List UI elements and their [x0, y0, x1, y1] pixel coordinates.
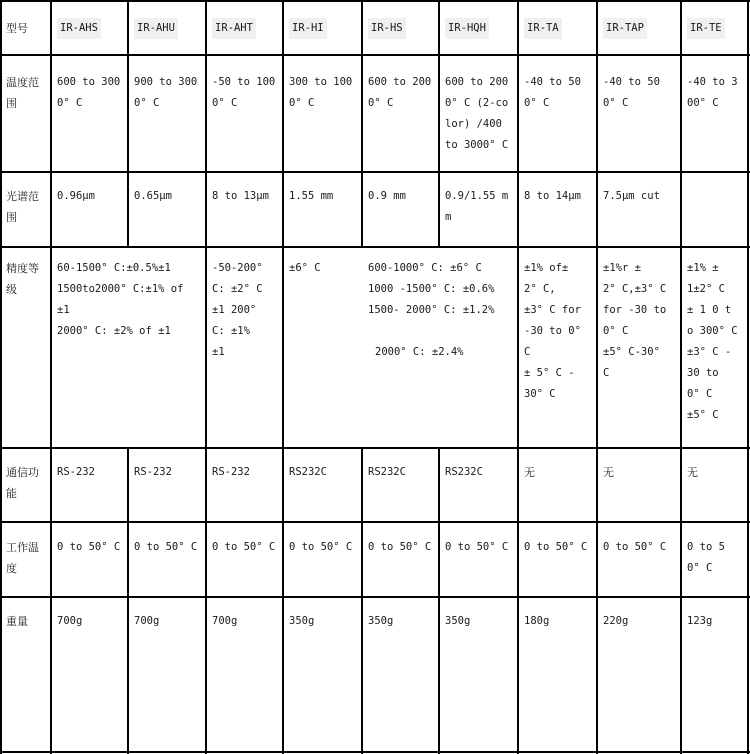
column-divider [205, 521, 207, 597]
cell-text-line: 无 [603, 466, 614, 479]
row-divider [0, 171, 750, 173]
cell-text-line: RS232C [445, 466, 483, 478]
cell-text-line: 0° C [289, 97, 315, 109]
cell-text-line: 2° C, [524, 283, 556, 295]
column-divider [517, 246, 519, 448]
column-divider [50, 596, 52, 754]
data-cell [603, 611, 679, 632]
cell-text-line: 1.55 mm [289, 190, 334, 202]
row-label-cell [6, 537, 48, 579]
data-cell [289, 186, 360, 207]
column-divider [282, 521, 284, 597]
cell-text-line: 0° C (2-co [445, 97, 509, 109]
column-divider [680, 521, 682, 597]
column-divider [438, 54, 440, 172]
data-cell [289, 611, 360, 632]
column-divider [127, 521, 129, 597]
column-divider [361, 447, 363, 522]
header-model-ir-ahu [134, 18, 181, 39]
row-label-cell [6, 611, 48, 632]
cell-text-line: 900 to 300 [134, 76, 198, 88]
precision-cell [524, 258, 595, 405]
cell-text-line: ±5° C-30° [603, 346, 660, 358]
column-divider [282, 596, 284, 754]
column-divider [50, 171, 52, 247]
cell-text-line: ±1 [57, 304, 70, 316]
column-divider [0, 596, 2, 754]
row-label-cell [6, 462, 48, 504]
data-cell [445, 186, 516, 228]
column-divider [0, 171, 2, 247]
data-cell [524, 537, 595, 558]
cell-text-line: ±1 [212, 346, 225, 358]
cell-text-line: 300 to 100 [289, 76, 353, 88]
cell-text-line: 0.9 mm [368, 190, 406, 202]
cell-text-line: RS-232 [134, 466, 172, 478]
row-label-cell [6, 186, 48, 228]
column-divider [0, 447, 2, 522]
cell-text-line: 2000° C: ±2.4% [375, 346, 464, 358]
cell-text-line: 0 to 50° C [57, 541, 121, 553]
header-model-ir-tap [603, 18, 650, 39]
column-divider [438, 447, 440, 522]
cell-text-line: 光谱范 [6, 190, 39, 203]
column-divider [282, 54, 284, 172]
data-cell [212, 72, 281, 114]
header-model-ir-ta [524, 18, 565, 39]
cell-text-line: 精度等 [6, 262, 39, 275]
cell-text-line: 围 [6, 97, 17, 110]
model-name: IR-TA [524, 18, 562, 39]
column-divider [747, 447, 749, 522]
cell-text-line: 600-1000° C: ±6° C [368, 262, 482, 274]
cell-text-line: to 3000° C [445, 139, 509, 151]
column-divider [438, 521, 440, 597]
cell-text-line: 0 to 50° C [289, 541, 353, 553]
cell-text-line: 0° C [212, 97, 238, 109]
cell-text-line: 0° C [603, 325, 629, 337]
cell-text-line: 0 to 50° C [445, 541, 509, 553]
cell-text-line [368, 321, 513, 342]
cell-text-line: 0° C [134, 97, 160, 109]
row-divider [0, 246, 750, 248]
row-divider [0, 447, 750, 449]
column-divider [205, 0, 207, 55]
cell-text-line: 350g [368, 615, 394, 627]
cell-text-line: for -30 to [603, 304, 667, 316]
data-cell [445, 537, 516, 558]
cell-text-line: 700g [212, 615, 238, 627]
cell-text-line: ± 1 0 t [687, 304, 732, 316]
cell-text-line: 0° C [603, 97, 629, 109]
cell-text-line: RS232C [368, 466, 406, 478]
column-divider [747, 171, 749, 247]
model-name: IR-TAP [603, 18, 647, 39]
column-divider [596, 447, 598, 522]
column-divider [438, 171, 440, 247]
cell-text-line: 350g [289, 615, 315, 627]
cell-text-line: 350g [445, 615, 471, 627]
model-name: IR-AHS [57, 18, 101, 39]
column-divider [0, 246, 2, 448]
data-cell [524, 611, 595, 632]
column-divider [680, 447, 682, 522]
cell-text-line: 0° C [687, 388, 713, 400]
column-divider [361, 596, 363, 754]
precision-cell [57, 258, 204, 342]
column-divider [127, 171, 129, 247]
header-label-cell [6, 18, 48, 39]
data-cell [524, 72, 595, 114]
column-divider [282, 171, 284, 247]
cell-text-line: 30 to [687, 367, 719, 379]
cell-text-line: 重量 [6, 615, 28, 628]
row-divider [0, 0, 750, 2]
column-divider [0, 0, 2, 55]
cell-text-line: -50-200° [212, 262, 263, 274]
column-divider [680, 596, 682, 754]
cell-text-line: RS-232 [57, 466, 95, 478]
cell-text-line: 能 [6, 487, 17, 500]
column-divider [596, 54, 598, 172]
precision-cell [212, 258, 281, 363]
column-divider [127, 54, 129, 172]
cell-text-line: 围 [6, 211, 17, 224]
cell-text-line: 0.96µm [57, 190, 95, 202]
row-divider [0, 54, 750, 56]
data-cell [687, 611, 749, 632]
cell-text-line: 8 to 13µm [212, 190, 269, 202]
cell-text-line: 1500to2000° C:±1% of [57, 283, 184, 295]
column-divider [127, 0, 129, 55]
column-divider [517, 0, 519, 55]
cell-text-line: 00° C [687, 97, 719, 109]
data-cell [603, 186, 679, 207]
header-model-ir-hqh [445, 18, 492, 39]
column-divider [205, 54, 207, 172]
cell-text-line: 1±2° C [687, 283, 725, 295]
row-divider [0, 521, 750, 523]
data-cell [445, 611, 516, 632]
cell-text-line: 工作温 [6, 541, 39, 554]
column-divider [127, 447, 129, 522]
data-cell [445, 462, 516, 483]
data-cell [134, 611, 204, 632]
cell-text-line: 0° C [57, 97, 83, 109]
cell-text-line: 级 [6, 283, 17, 296]
cell-text-line: 1500- 2000° C: ±1.2% [368, 304, 495, 316]
precision-cell [687, 258, 749, 426]
model-name: IR-AHT [212, 18, 256, 39]
cell-text-line: C [524, 346, 531, 358]
column-divider [127, 596, 129, 754]
column-divider [596, 596, 598, 754]
cell-text-line: 2000° C: ±2% of ±1 [57, 325, 171, 337]
cell-text-line: 600 to 200 [445, 76, 509, 88]
precision-cell [368, 258, 516, 363]
row-label-cell [6, 72, 48, 114]
cell-text-line: 温度范 [6, 76, 39, 89]
column-divider [50, 521, 52, 597]
data-cell [289, 537, 360, 558]
cell-text-line: ±3° C for [524, 304, 581, 316]
cell-text-line: 0° C [687, 562, 713, 574]
cell-text-line: m [445, 211, 452, 223]
cell-text-line: ±1% ± [687, 262, 719, 274]
column-divider [50, 447, 52, 522]
cell-text-line: 0 to 50° C [368, 541, 432, 553]
cell-text-line: RS232C [289, 466, 327, 478]
column-divider [596, 0, 598, 55]
model-name: IR-HQH [445, 18, 489, 39]
cell-text-line: 通信功 [6, 466, 39, 479]
cell-text-line: 7.5µm cut [603, 190, 660, 202]
cell-text-line: ±1% of± [524, 262, 569, 274]
data-cell [57, 462, 126, 483]
column-divider [50, 246, 52, 448]
cell-text-line: C: ±1% [212, 325, 250, 337]
column-divider [517, 447, 519, 522]
cell-text-line: RS-232 [212, 466, 250, 478]
cell-text-line: 0 to 50° C [212, 541, 276, 553]
column-divider [361, 521, 363, 597]
column-divider [517, 54, 519, 172]
cell-text-line: -40 to 50 [603, 76, 660, 88]
data-cell [368, 72, 437, 114]
data-cell [687, 537, 749, 579]
data-cell [368, 186, 437, 207]
cell-text-line: 8 to 14µm [524, 190, 581, 202]
header-model-ir-aht [212, 18, 259, 39]
header-model-ir-hs [368, 18, 409, 39]
data-cell [368, 537, 437, 558]
data-cell [445, 72, 516, 156]
cell-text-line: 型号 [6, 22, 28, 35]
data-cell [289, 72, 360, 114]
cell-text-line: ±1%r ± [603, 262, 641, 274]
column-divider [596, 521, 598, 597]
data-cell [524, 186, 595, 207]
cell-text-line: 2° C,±3° C [603, 283, 667, 295]
cell-text-line: lor) /400 [445, 118, 502, 130]
column-divider [0, 54, 2, 172]
cell-text-line: 度 [6, 562, 17, 575]
data-cell [134, 537, 204, 558]
precision-cell [603, 258, 679, 384]
column-divider [517, 171, 519, 247]
data-cell [134, 72, 204, 114]
cell-text-line: 0 to 50° C [603, 541, 667, 553]
column-divider [205, 246, 207, 448]
data-cell [212, 537, 281, 558]
row-label-cell [6, 258, 48, 300]
cell-text-line: 1000 -1500° C: ±0.6% [368, 283, 495, 295]
cell-text-line: 60-1500° C:±0.5%±1 [57, 262, 171, 274]
cell-text-line: 无 [524, 466, 535, 479]
cell-text-line: 600 to 300 [57, 76, 121, 88]
column-divider [438, 596, 440, 754]
column-divider [205, 171, 207, 247]
column-divider [596, 171, 598, 247]
cell-text-line: 0.65µm [134, 190, 172, 202]
header-model-ir-hi [289, 18, 330, 39]
column-divider [361, 0, 363, 55]
column-divider [0, 521, 2, 597]
cell-text-line: ±1 200° [212, 304, 257, 316]
data-cell [212, 186, 281, 207]
data-cell [57, 186, 126, 207]
cell-text-line: 600 to 200 [368, 76, 432, 88]
column-divider [50, 54, 52, 172]
cell-text-line: -30 to 0° [524, 325, 581, 337]
data-cell [212, 462, 281, 483]
row-divider [0, 596, 750, 598]
column-divider [747, 0, 749, 55]
column-divider [205, 596, 207, 754]
column-divider [680, 171, 682, 247]
cell-text-line: 30° C [524, 388, 556, 400]
cell-text-line: -40 to 50 [524, 76, 581, 88]
cell-text-line: 0 to 5 [687, 541, 725, 553]
data-cell [687, 462, 749, 483]
data-cell [134, 186, 204, 207]
data-cell [57, 611, 126, 632]
column-divider [282, 246, 284, 448]
data-cell [524, 462, 595, 483]
column-divider [517, 596, 519, 754]
cell-text-line: 无 [687, 466, 698, 479]
header-model-ir-ahs [57, 18, 104, 39]
cell-text-line: 0 to 50° C [134, 541, 198, 553]
cell-text-line: ± 5° C - [524, 367, 575, 379]
data-cell [212, 611, 281, 632]
column-divider [438, 0, 440, 55]
cell-text-line: 0° C [524, 97, 550, 109]
column-divider [680, 0, 682, 55]
column-divider [50, 0, 52, 55]
precision-cell [289, 258, 360, 279]
cell-text-line: 700g [134, 615, 160, 627]
cell-text-line: C: ±2° C [212, 283, 263, 295]
data-cell [57, 72, 126, 114]
cell-text-line: 700g [57, 615, 83, 627]
data-cell [603, 72, 679, 114]
cell-text-line: -50 to 100 [212, 76, 276, 88]
cell-text-line: ±5° C [687, 409, 719, 421]
model-name: IR-TE [687, 18, 725, 39]
cell-text-line: -40 to 3 [687, 76, 738, 88]
data-cell [368, 611, 437, 632]
column-divider [205, 447, 207, 522]
column-divider [596, 246, 598, 448]
column-divider [361, 171, 363, 247]
column-divider [680, 54, 682, 172]
data-cell [57, 537, 126, 558]
column-divider [282, 447, 284, 522]
model-name: IR-HI [289, 18, 327, 39]
header-model-ir-te [687, 18, 728, 39]
cell-text-line: 0.9/1.55 m [445, 190, 509, 202]
data-cell [603, 462, 679, 483]
data-cell [289, 462, 360, 483]
cell-text-line: o 300° C [687, 325, 738, 337]
cell-text-line: 220g [603, 615, 629, 627]
model-name: IR-AHU [134, 18, 178, 39]
cell-text-line: 0° C [368, 97, 394, 109]
cell-text-line: C [603, 367, 610, 379]
cell-text-line: 123g [687, 615, 713, 627]
data-cell [603, 537, 679, 558]
cell-text-line: 180g [524, 615, 550, 627]
column-divider [282, 0, 284, 55]
data-cell [687, 72, 749, 114]
data-cell [134, 462, 204, 483]
cell-text-line: ±6° C [289, 262, 321, 274]
cell-text-line: ±3° C - [687, 346, 732, 358]
column-divider [361, 54, 363, 172]
column-divider [680, 246, 682, 448]
model-name: IR-HS [368, 18, 406, 39]
column-divider [517, 521, 519, 597]
cell-text-line: 0 to 50° C [524, 541, 588, 553]
data-cell [368, 462, 437, 483]
